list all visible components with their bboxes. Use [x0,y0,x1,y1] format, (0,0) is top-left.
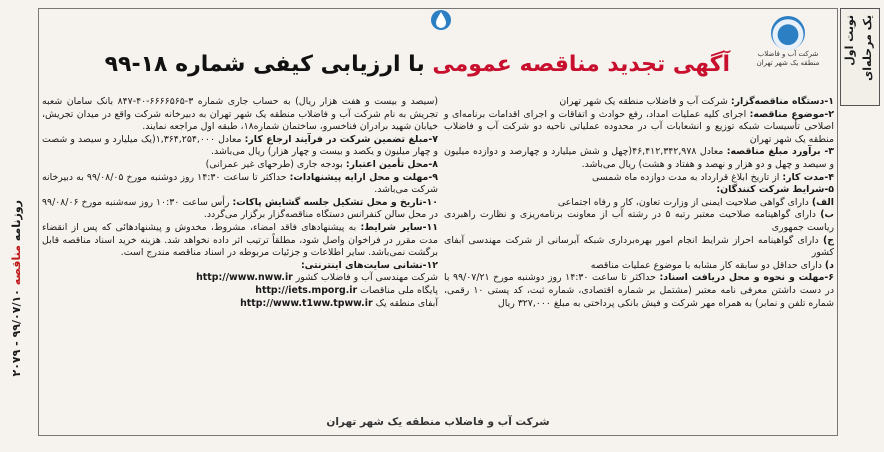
clause-label: ۲-موضوع مناقصه: [749,108,835,120]
company-logo-icon [771,16,805,50]
clause-text: دارای گواهینامه صلاحیت معتبر رتبه ۵ در رشته آب از معاونت برنامه‌ریزی و نظارت راهبردی ریاست جمهوری [444,209,834,233]
clause-item [444,96,834,109]
clause-label: ۵-شرایط شرکت کنندگان: [716,184,834,196]
clause-item [42,197,438,222]
side-label-line1: نوبت اول [843,15,856,66]
clause-item [444,146,834,171]
clause-label: ب) [820,209,834,221]
clause-text: دارای گواهینامه احراز شرایط انجام امور بهره‌برداری شبکه آبرسانی از شرکت مهندسی آبفای کشور [444,234,834,259]
water-drop-icon [430,8,452,32]
clause-text: حداکثر تا ساعت ۱۴:۳۰ روز دوشنبه مورخ ۹۹/۰۷/۲۱ با در دست داشتن معرفی نامه معتبر (مشتمل بر شماره اقتصادی، شماره ثبت، کد پستی ۱۰ رقمی، شماره تلفن و نمابر) به همراه مهر شرکت و فیش بانکی پرداختی به مبلغ ۳۲۷,۰۰۰ ریال [444,272,834,309]
right-column [444,96,834,412]
clause-text: شرکت مهندسی آب و فاضلاب کشور [292,272,438,284]
clause-text: اجرای کلیه عملیات امداد، رفع حوادث و اتفاقات و اجرای اقدامات برنامه‌ای و اصلاحی تأسیسات شبکه توزیع و انشعابات آب در محدوده عملیاتی ناحیه دو شرکت آب و فاضلاب منطقه یک شهر تهران [444,108,834,145]
website-link[interactable]: http://iets.mporg.ir [255,284,358,296]
clause-text: بودجه جاری (طرحهای غیر عمرانی) [205,158,346,170]
clause-label: ۸-محل تأمین اعتبار: [345,158,438,170]
clause-label: الف) [811,196,834,208]
clause-text: به پیشنهادهای فاقد امضاء، مشروط، مخدوش و پیشنهادهائی که پس از انقضاء مدت مقرر در فراخوان واصل شود، مطلقاً ترتیب اثر داده نخواهد شد. هزینه خرید اسناد مناقصه قابل برگشت نمی‌باشد. سایر اطلاعات و جزئیات مربوطه در اسناد مناقصه مندرج است. [42,221,438,259]
clause-text: معادل ۴۶,۴۱۲,۳۴۲,۹۷۸(چهل و شش میلیارد و چهارصد و دوازده میلیون و سیصد و چهل و دو هزار و نهصد و هفتاد و هشت) ریال می‌باشد. [444,146,834,170]
title-red-part: آگهی تجدید مناقصه عمومی [432,52,730,77]
tender-round-box [840,8,880,106]
clause-item [444,272,834,310]
clause-item [42,285,438,298]
clause-item [444,209,834,234]
footer-company: شرکت آب و فاضلاب منطقه یک شهر تهران [326,416,550,428]
clause-text: دارای حداقل دو سابقه کار مشابه با موضوع عملیات مناقصه [590,259,825,271]
side-label-line2: یک مرحله‌ای [861,15,874,81]
clause-label: د) [824,259,834,271]
clause-item [444,197,834,210]
website-link[interactable]: http://www.t1ww.tpww.ir [240,297,373,309]
clause-label: ۱-دستگاه مناقصه‌گزار: [730,96,834,107]
clause-text: از تاریخ ابلاغ قرارداد به مدت دوازده ماه شمسی [592,171,783,183]
clause-item [42,172,438,197]
clause-text: آبفای منطقه یک [372,297,438,309]
left-column [42,96,438,412]
clause-item [42,260,438,273]
paper-label: روزنامه [10,200,23,242]
clause-label: ج) [822,234,834,246]
clause-label: ۶-مهلت و نحوه و محل دریافت اسناد: [659,272,834,284]
clause-item [444,184,834,197]
clause-item [42,222,438,260]
clause-label: ۱۰-تاریخ و محل تشکیل جلسه گشایش پاکات: [232,196,438,208]
clause-text: حداکثر تا ساعت ۱۴:۳۰ روز دوشنبه مورخ ۹۹/۰۸/۰۵ به دبیرخانه شرکت می‌باشد. [42,171,438,196]
paper-date: ۹۹/۰۷/۱۰ - ۲۰۷۹ [10,289,23,377]
ad-title [104,52,730,86]
clause-item [42,272,438,285]
website-link[interactable]: http://www.nww.ir [196,272,293,284]
clause-item [444,235,834,260]
clause-text: پایگاه ملی مناقصات [357,284,438,296]
newspaper-date-strip [8,200,32,410]
date-strip-text [10,200,23,377]
clause-label: ۱۲-نشانی سایت‌های اینترنتی: [300,259,438,271]
clause-text: شرکت آب و فاضلاب منطقه یک شهر تهران [559,96,731,107]
clause-label: ۴-مدت کار: [782,171,834,183]
clause-item [42,298,438,311]
clause-label: ۹-مهلت و محل ارایه پیشنهادات: [289,171,438,183]
clause-label: ۷-مبلغ تضمین شرکت در فرآیند ارجاع کار: [244,133,438,145]
clause-item [444,172,834,185]
clause-item [42,134,438,159]
clause-label: ۳- برآورد مبلغ مناقصه: [726,146,835,158]
clause-text: دارای گواهی صلاحیت ایمنی از وزارت تعاون، کار و رفاه اجتماعی [557,196,812,208]
clause-item [42,96,438,134]
clause-text: (سیصد و بیست و هفت هزار ریال) به حساب جاری شماره ۳-۶۶۶۶۵۶۵-۴۰-۸۴۷ بانک سامان شعبه تجریش به نام شرکت آب و فاضلاب منطقه یک شهر تهران به دبیرخانه شرکت واقع در میدان تجریش، خیابان شهید برادران فناخسرو، ساختمان شماره۱۸، طبقه اول مراجعه نمایند. [42,96,438,133]
clause-text: معادل ۱,۳۶۴,۲۵۴,۰۰۰(یک میلیارد و سیصد و شصت و چهار میلیون و یکصد و بیست و چهار هزار) ریال می‌باشد. [42,133,438,158]
title-black-part: با ارزیابی کیفی شماره ۱۸-۹۹ [104,52,425,77]
logo-line1: شرکت آب و فاضلاب [757,50,819,58]
clause-item [444,109,834,147]
clause-item [42,159,438,172]
clause-label: ۱۱-سایر شرایط: [360,221,438,233]
logo-line2: منطقه یک شهر تهران [756,59,820,67]
paper-name: مناقصه [10,245,23,286]
clause-text: رأس ساعت ۱۰:۳۰ روز سه‌شنبه مورخ ۹۹/۰۸/۰۶ در محل سالن کنفرانس دستگاه مناقصه‌گزار برگزار می‌گردد. [42,196,438,221]
clause-item [444,260,834,273]
company-logo [744,16,832,76]
